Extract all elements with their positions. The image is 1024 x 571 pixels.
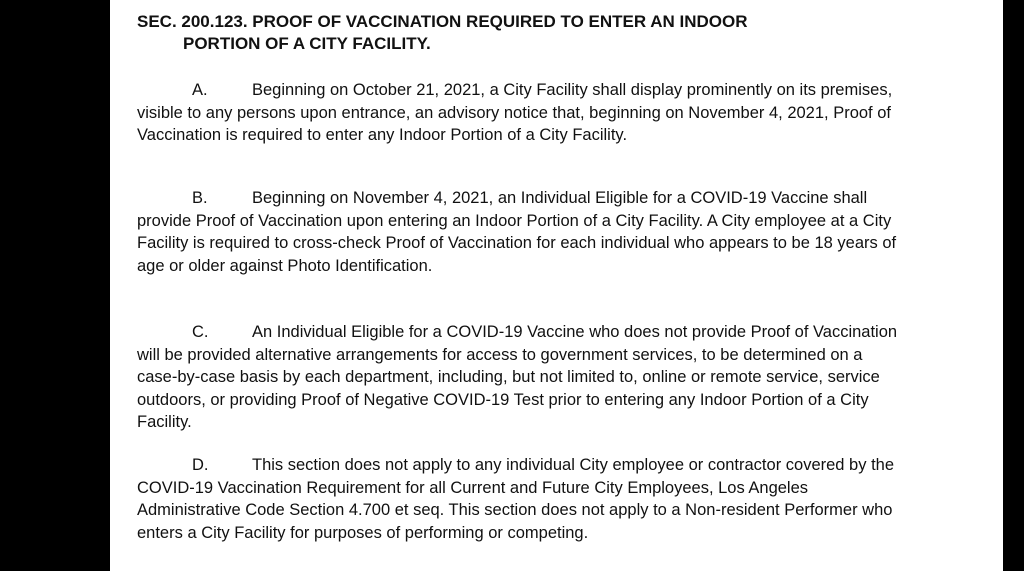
- section-heading-line1: SEC. 200.123. PROOF OF VACCINATION REQUIRED TO ENTER AN INDOOR: [137, 12, 748, 31]
- paragraph-b: [137, 187, 907, 277]
- paragraph-d: [137, 454, 907, 544]
- paragraph-marker: B.: [192, 189, 208, 207]
- paragraph-c: [137, 321, 907, 434]
- paragraph-text: Beginning on November 4, 2021, an Individual Eligible for a COVID-19 Vaccine shall provide Proof of Vaccination upon entering an Indoor Portion of a City Facility. A City employee at a City Facility is required to cross-check Proof of Vaccination for each individual who appears to be 18 years of age or older against Photo Identification.: [137, 189, 897, 275]
- paragraph-text: Beginning on October 21, 2021, a City Facility shall display prominently on its premises, visible to any persons upon entrance, an advisory notice that, beginning on November 4, 2021, Proof of Vaccination is required to enter any Indoor Portion of a City Facility.: [137, 81, 893, 144]
- document-page: [110, 0, 1003, 571]
- paragraph-text: This section does not apply to any individual City employee or contractor covered by the COVID-19 Vaccination Requirement for all Current and Future City Employees, Los Angeles Administrative Code Section 4.700 et seq. This section does not apply to a Non-resident Performer who enters a City Facility for purposes of performing or competing.: [137, 456, 895, 542]
- paragraph-a: [137, 79, 907, 147]
- section-heading: [137, 11, 897, 55]
- paragraph-marker: C.: [192, 323, 209, 341]
- section-heading-line2: PORTION OF A CITY FACILITY.: [183, 34, 431, 53]
- paragraph-text: An Individual Eligible for a COVID-19 Vaccine who does not provide Proof of Vaccination will be provided alternative arrangements for access to government services, to be determined on a case-by-case basis by each department, including, but not limited to, online or remote service, service outdoors, or providing Proof of Negative COVID-19 Test prior to entering any Indoor Portion of a City Facility.: [137, 323, 898, 431]
- paragraph-marker: A.: [192, 81, 208, 99]
- paragraph-marker: D.: [192, 456, 209, 474]
